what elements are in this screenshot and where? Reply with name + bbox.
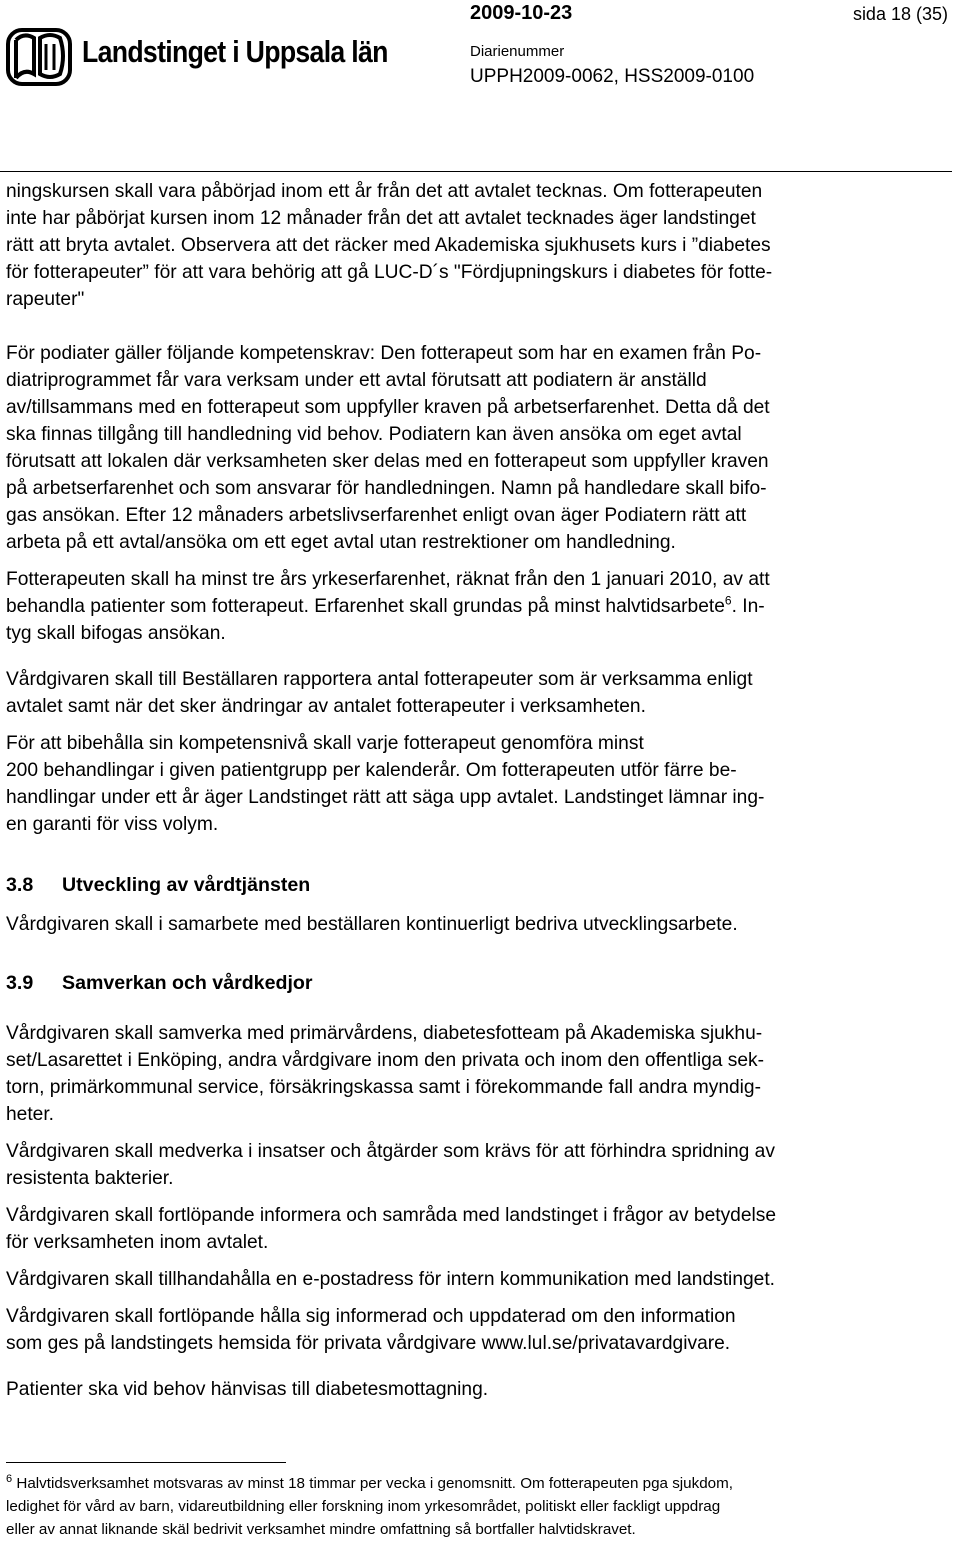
footnote-line: ledighet för vård av barn, vidareutbildning eller forskning inom yrkesområdet, politiskt eller fackligt uppdrag — [6, 1498, 721, 1515]
text-line: som ges på landstingets hemsida för privata vårdgivare www.lul.se/privatavardgivare. — [6, 1333, 731, 1354]
paragraph — [6, 1138, 956, 1192]
diarienummer-value: UPPH2009-0062, HSS2009-0100 — [470, 66, 755, 87]
text-line: tyg skall bifogas ansökan. — [6, 623, 226, 644]
footnote-line: eller av annat liknande skäl bedrivit verksamhet mindre omfattning så bortfaller halvtidskravet. — [6, 1521, 636, 1538]
footnote-divider — [6, 1462, 286, 1463]
landstinget-logo — [6, 28, 388, 88]
footnote — [6, 1472, 956, 1541]
text-line: ska finnas tillgång till handledning vid behov. Podiatern kan även ansöka om eget avtal — [6, 424, 742, 445]
text-line: För att bibehålla sin kompetensnivå skall varje fotterapeut genomföra minst — [6, 733, 644, 754]
text-line: inte har påbörjat kursen inom 12 månader från det att avtalet tecknades äger landstinget — [6, 208, 756, 229]
page-number: sida 18 (35) — [852, 4, 948, 24]
text-line: torn, primärkommunal service, försäkringskassa samt i förekommande fall andra myndig- — [6, 1077, 761, 1098]
text-line: Vårdgivaren skall fortlöpande informera och samråda med landstinget i frågor av betydelse — [6, 1205, 777, 1226]
text-line: för fotterapeuter” för att vara behörig att gå LUC-D´s "Fördjupningskurs i diabetes för fotte- — [6, 262, 773, 283]
paragraph — [6, 730, 956, 838]
header-divider — [0, 171, 952, 172]
text-line: Patienter ska vid behov hänvisas till diabetesmottagning. — [6, 1379, 489, 1400]
text-line: av/tillsammans med en fotterapeut som uppfyller kraven på arbetserfarenhet. Detta då det — [6, 397, 770, 418]
diarienummer-label: Diarienummer — [470, 43, 565, 60]
text-line: behandla patienter som fotterapeut. Erfarenhet skall grundas på minst halvtidsarbete — [6, 596, 725, 617]
org-name: Landstinget i Uppsala län — [82, 34, 388, 69]
document-date: 2009-10-23 — [470, 2, 573, 24]
paragraph — [6, 1303, 956, 1357]
section-title: Utveckling av vårdtjänsten — [62, 874, 311, 896]
footnote-mark: 6 — [6, 1472, 13, 1485]
section-title: Samverkan och vårdkedjor — [62, 972, 313, 994]
section-number: 3.8 — [6, 874, 34, 896]
text-line: Vårdgivaren skall medverka i insatser och åtgärder som krävs för att förhindra spridning av — [6, 1141, 775, 1162]
section-heading — [6, 970, 956, 997]
paragraph — [6, 566, 956, 647]
landstinget-emblem-icon — [6, 28, 72, 86]
text-line: Vårdgivaren skall samverka med primärvårdens, diabetesfotteam på Akademiska sjukhu- — [6, 1023, 763, 1044]
text-line: Vårdgivaren skall till Beställaren rapportera antal fotterapeuter som är verksamma enligt — [6, 669, 753, 690]
section-heading — [6, 872, 956, 899]
text-line: arbeta på ett avtal/ansöka om ett eget avtal utan restrektioner om handledning. — [6, 532, 676, 553]
text-line: på arbetserfarenhet och som ansvarar för handledningen. Namn på handledare skall bifo- — [6, 478, 767, 499]
document-body — [6, 178, 956, 1403]
text-line: ningskursen skall vara påbörjad inom ett år från det att avtalet tecknas. Om fotterapeuten — [6, 181, 763, 202]
text-line: gas ansökan. Efter 12 månaders arbetslivserfarenhet enligt ovan äger Podiatern rätt att — [6, 505, 747, 526]
text-line: 200 behandlingar i given patientgrupp per kalenderår. Om fotterapeuten utför färre be- — [6, 760, 737, 781]
text-line: Vårdgivaren skall fortlöpande hålla sig informerad och uppdaterad om den information — [6, 1306, 736, 1327]
text-line: handlingar under ett år äger Landstinget rätt att säga upp avtalet. Landstinget lämnar ing- — [6, 787, 765, 808]
text-line: Fotterapeuten skall ha minst tre års yrkeserfarenhet, räknat från den 1 januari 2010, av att — [6, 569, 770, 590]
text-line: för verksamheten inom avtalet. — [6, 1232, 269, 1253]
text-line: Vårdgivaren skall tillhandahålla en e-postadress för intern kommunikation med landstinget. — [6, 1269, 775, 1290]
text-line: heter. — [6, 1104, 55, 1125]
paragraph — [6, 1020, 956, 1128]
text-line: avtalet samt när det sker ändringar av antalet fotterapeuter i verksamheten. — [6, 696, 646, 717]
text-line: set/Lasarettet i Enköping, andra vårdgivare inom den privata och inom den offentliga sek- — [6, 1050, 764, 1071]
paragraph — [6, 911, 956, 938]
text-line: resistenta bakterier. — [6, 1168, 174, 1189]
text-line: rapeuter" — [6, 289, 85, 310]
text-line: förutsatt att lokalen där verksamheten sker delas med en fotterapeut som uppfyller kraven — [6, 451, 769, 472]
paragraph — [6, 666, 956, 720]
paragraph — [6, 1376, 956, 1403]
footnote-line: Halvtidsverksamhet motsvaras av minst 18 timmar per vecka i genomsnitt. Om fotterapeuten pga sjukdom, — [12, 1475, 733, 1492]
paragraph — [6, 1266, 956, 1293]
paragraph — [6, 1202, 956, 1256]
text-line: diatriprogrammet får vara verksam under ett avtal förutsatt att podiatern är anställd — [6, 370, 707, 391]
section-number: 3.9 — [6, 972, 34, 994]
footnote-reference[interactable]: 6 — [724, 593, 732, 608]
text-line: . In- — [731, 596, 765, 617]
paragraph — [6, 340, 956, 556]
text-line: en garanti för viss volym. — [6, 814, 219, 835]
text-line: Vårdgivaren skall i samarbete med beställaren kontinuerligt bedriva utvecklingsarbete. — [6, 914, 738, 935]
text-line: För podiater gäller följande kompetenskrav: Den fotterapeut som har en examen från Po- — [6, 343, 762, 364]
paragraph — [6, 178, 956, 313]
text-line: rätt att bryta avtalet. Observera att det räcker med Akademiska sjukhusets kurs i ”diabetes — [6, 235, 771, 256]
